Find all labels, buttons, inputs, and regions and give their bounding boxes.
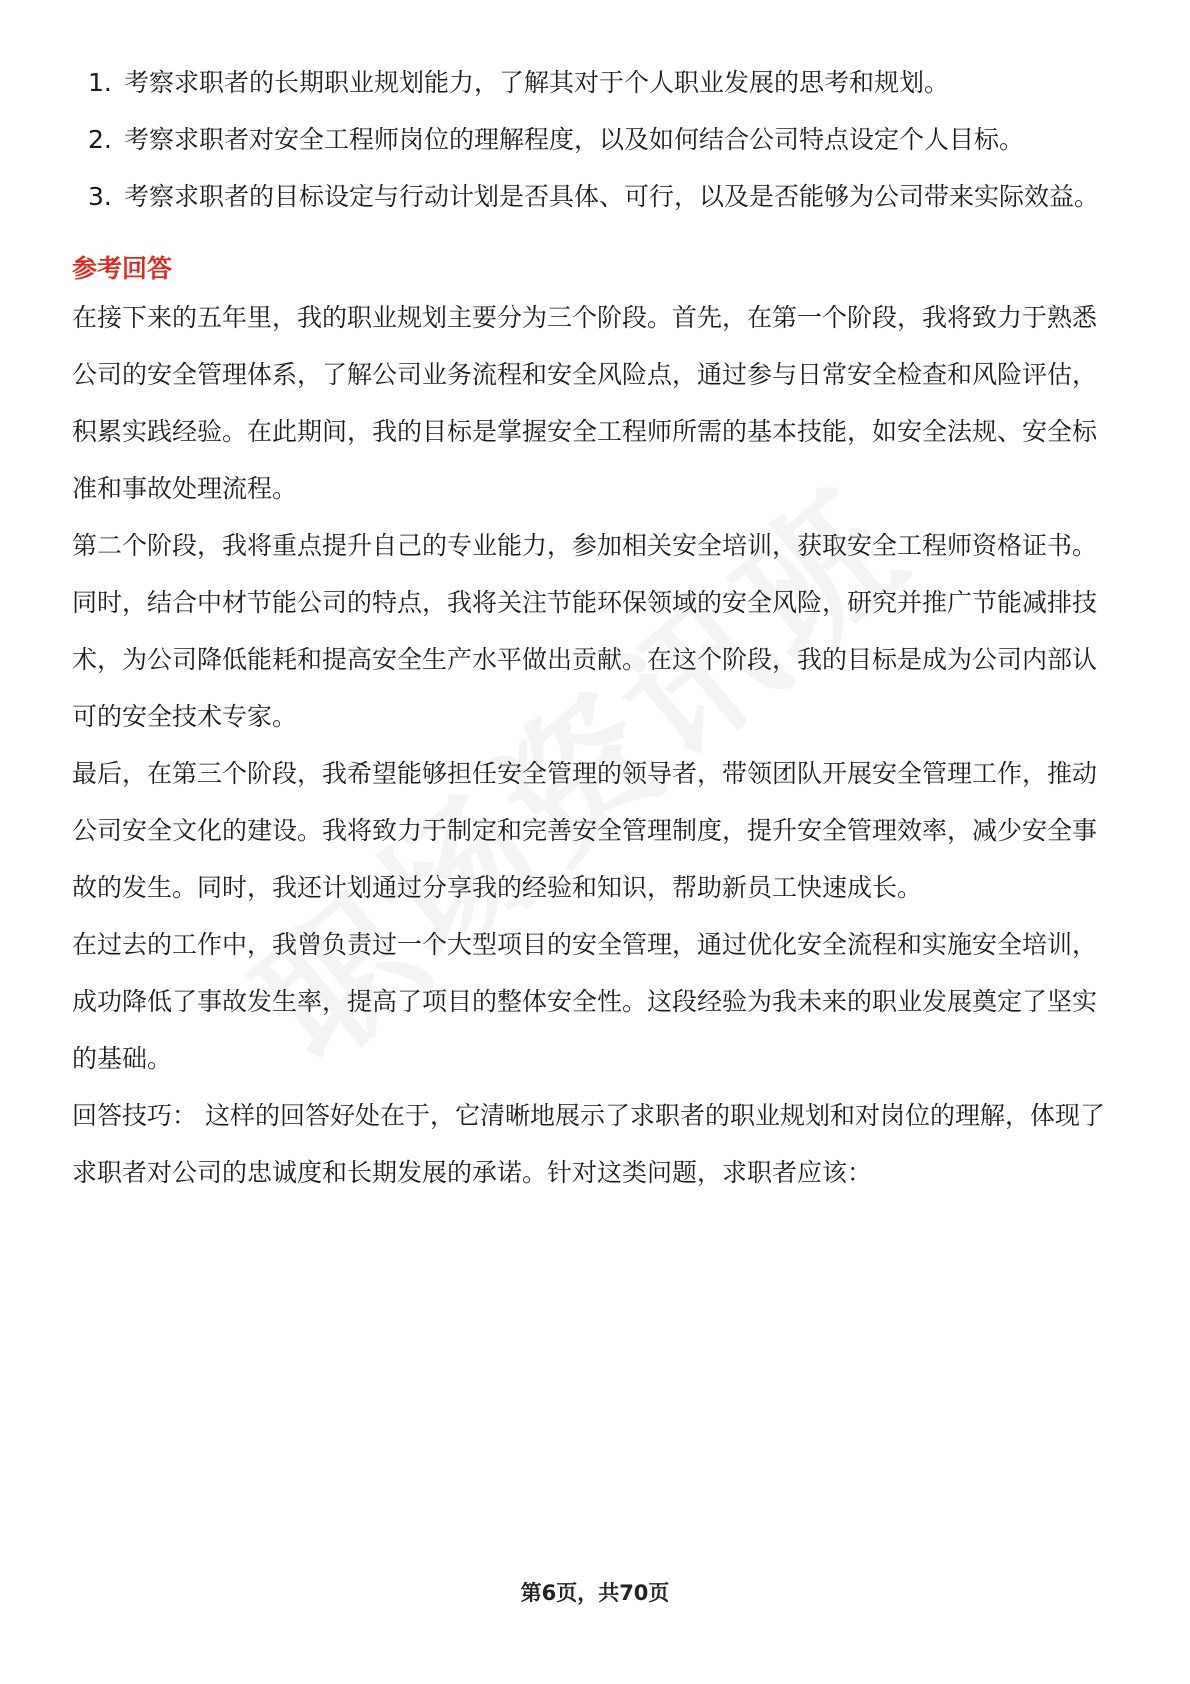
answer-tips-paragraph: 回答技巧： 这样的回答好处在于，它清晰地展示了求职者的职业规划和对岗位的理解，体现了求职者对公司的忠诚度和长期发展的承诺。针对这类问题，求职者应该： bbox=[72, 1101, 1105, 1187]
answer-paragraph-4: 在过去的工作中，我曾负责过一个大型项目的安全管理，通过优化安全流程和实施安全培训，成功降低了事故发生率，提高了项目的整体安全性。这段经验为我未来的职业发展奠定了坚实的基础。 bbox=[72, 930, 1098, 1073]
answer-paragraph-2: 第二个阶段，我将重点提升自己的专业能力，参加相关安全培训，获取安全工程师资格证书。同时，结合中材节能公司的特点，我将关注节能环保领域的安全风险，研究并推广节能减排技术，为公司降低能耗和提高安全生产水平做出贡献。在这个阶段，我的目标是成为公司内部认可的安全技术专家。 bbox=[72, 531, 1098, 731]
list-item-text: 考察求职者的目标设定与行动计划是否具体、可行，以及是否能够为公司带来实际效益。 bbox=[124, 182, 1100, 211]
list-number: 2. bbox=[88, 125, 112, 154]
list-item-text: 考察求职者的长期职业规划能力，了解其对于个人职业发展的思考和规划。 bbox=[124, 68, 950, 97]
answer-paragraph-1: 在接下来的五年里，我的职业规划主要分为三个阶段。首先，在第一个阶段，我将致力于熟悉公司的安全管理体系，了解公司业务流程和安全风险点，通过参与日常安全检查和风险评估，积累实践经验。在此期间，我的目标是掌握安全工程师所需的基本技能，如安全法规、安全标准和事故处理流程。 bbox=[72, 303, 1098, 503]
answer-paragraph-3: 最后，在第三个阶段，我希望能够担任安全管理的领导者，带领团队开展安全管理工作，推动公司安全文化的建设。我将致力于制定和完善安全管理制度，提升安全管理效率，减少安全事故的发生。同时，我还计划通过分享我的经验和知识，帮助新员工快速成长。 bbox=[72, 759, 1098, 902]
section-title-reference-answer: 参考回答 bbox=[72, 254, 173, 283]
list-number: 1. bbox=[88, 68, 112, 97]
list-number: 3. bbox=[88, 182, 112, 211]
page-content bbox=[72, 54, 1118, 1201]
list-item-text: 考察求职者对安全工程师岗位的理解程度，以及如何结合公司特点设定个人目标。 bbox=[124, 125, 1025, 154]
list-item bbox=[72, 54, 1118, 111]
page-number-footer: 第6页，共70页 bbox=[520, 1581, 670, 1605]
list-item bbox=[72, 111, 1118, 168]
question-purpose-list bbox=[72, 54, 1118, 225]
list-item bbox=[72, 168, 1118, 225]
